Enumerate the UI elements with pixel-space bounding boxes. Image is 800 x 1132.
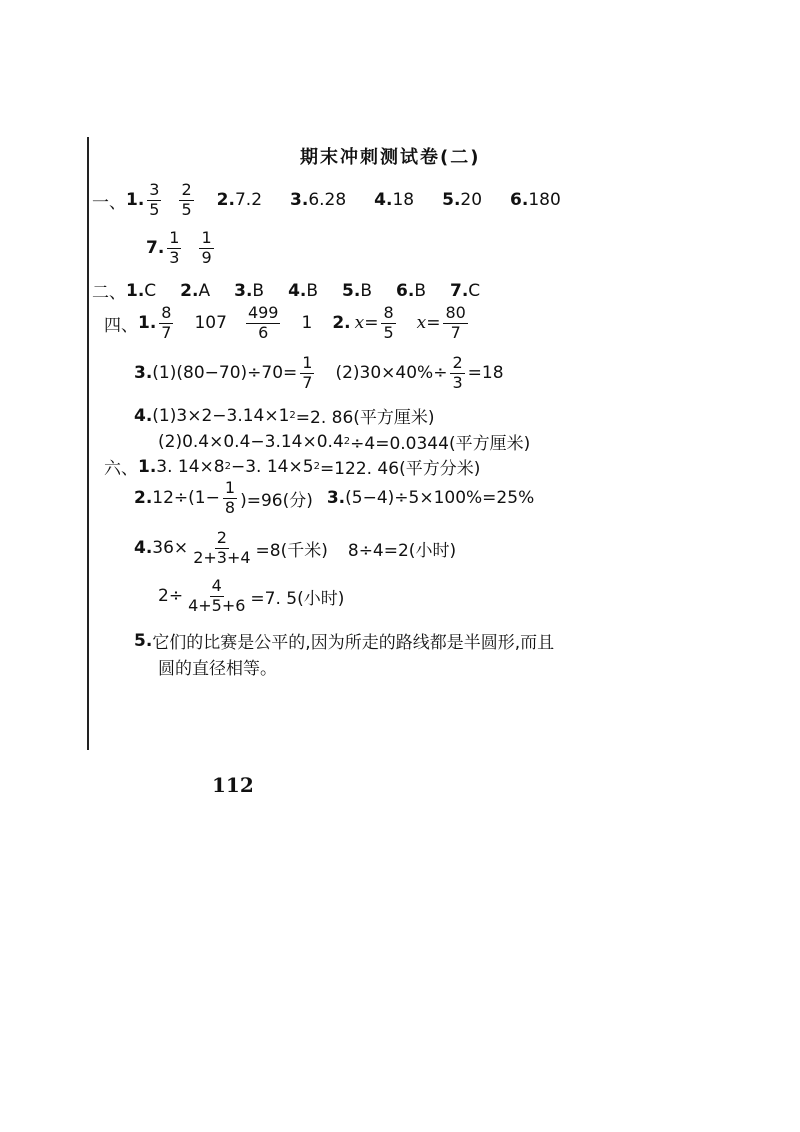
page-title: 期末冲刺测试卷(二): [300, 147, 481, 168]
q-number: 3.: [326, 488, 346, 509]
q-number: 6.: [396, 280, 415, 301]
sec6-q4-line1: [134, 530, 456, 567]
q-number: 5.: [442, 190, 461, 211]
expression: (1)(80−70)÷70=: [152, 363, 298, 384]
expression: =2. 86(平方厘米): [295, 408, 435, 428]
fraction: $\frac{4}{4+5+6}$: [188, 576, 246, 615]
expression: =7. 5(小时): [250, 588, 345, 609]
sec4-q4-line2: [158, 429, 530, 454]
expression: (2)0.4×0.4−3.14×0.4: [158, 431, 344, 452]
answer-text: 圆的直径相等。: [158, 659, 277, 679]
q-number: 6.: [510, 190, 529, 211]
answer-text: 它们的比赛是公平的,因为所走的路线都是半圆形,而且: [152, 633, 555, 653]
sec6-label: 六、: [104, 459, 138, 479]
answer: 18: [392, 190, 415, 211]
page-number: 112: [212, 773, 254, 797]
answer: 6.28: [308, 190, 347, 211]
q-number: 5.: [342, 280, 361, 301]
fraction: $\frac{8}{7}$: [161, 303, 172, 342]
sec1-label: 一、: [92, 192, 126, 213]
answer: B: [252, 280, 265, 301]
fraction: $\frac{8}{5}$: [383, 303, 394, 342]
q-number: 1.: [126, 280, 145, 301]
q-number: 7.: [449, 280, 469, 301]
fraction: $\frac{2}{5}$: [181, 180, 192, 219]
fraction: $\frac{1}{8}$: [224, 478, 236, 517]
q-number: 2.: [180, 280, 199, 301]
expression: ÷4=0.0344(平方厘米): [350, 434, 531, 454]
q-number: 4.: [134, 405, 153, 426]
fraction: $\frac{3}{5}$: [149, 180, 160, 219]
answer: 1: [301, 313, 313, 334]
q-number: 7.: [146, 238, 165, 259]
sec6-q4-line2: [158, 578, 344, 615]
answer: A: [198, 280, 211, 301]
answer: B: [306, 280, 319, 301]
sec1-row2: [146, 230, 217, 267]
expression: (2)30×40%÷: [335, 363, 448, 384]
fraction: $\frac{499}{6}$: [247, 303, 279, 342]
answer: 7.2: [234, 190, 263, 211]
answer: 107: [194, 313, 227, 334]
expression: =122. 46(平方分米): [319, 459, 481, 479]
q-number: 3.: [290, 190, 309, 211]
q-number: 2.: [216, 190, 235, 211]
answer: C: [144, 280, 157, 301]
exponent: 2: [313, 461, 320, 472]
q-number: 4.: [374, 190, 393, 211]
equals: =: [364, 313, 379, 334]
margin-rule: [87, 137, 89, 750]
expression: −3. 14×5: [231, 456, 314, 477]
answer: C: [468, 280, 481, 301]
sec4-row1: [104, 305, 471, 342]
q-number: 2.: [332, 313, 351, 334]
q-number: 4.: [134, 538, 153, 559]
sec4-q4-line1: [134, 403, 435, 428]
fraction: $\frac{2}{2+3+4}$: [193, 528, 251, 567]
q-number: 3.: [234, 280, 253, 301]
expression: 8÷4=2(小时): [347, 540, 457, 561]
sec6-q1: [104, 454, 480, 479]
expression: 36×: [152, 538, 189, 559]
sec6-q2-q3: [134, 480, 534, 517]
fraction: $\frac{1}{3}$: [169, 228, 180, 267]
expression: 2÷: [158, 586, 184, 607]
q-number: 1.: [126, 190, 145, 211]
sec4-label: 四、: [104, 315, 138, 336]
equals: =: [426, 313, 441, 334]
q-number: 5.: [134, 630, 153, 651]
expression: 12÷(1−: [152, 488, 220, 509]
exponent: 2: [343, 436, 351, 447]
answer: B: [414, 280, 426, 301]
fraction: $\frac{80}{7}$: [445, 303, 466, 342]
expression: =8(千米): [255, 540, 328, 561]
q-number: 4.: [288, 280, 307, 301]
fraction: $\frac{2}{3}$: [452, 353, 463, 392]
fraction: $\frac{1}{9}$: [201, 228, 212, 267]
expression: 3. 14×8: [156, 456, 225, 477]
sec2-row: [92, 278, 480, 303]
q-number: 1.: [138, 313, 157, 334]
expression: (5−4)÷5×100%=25%: [345, 488, 535, 509]
expression: =18: [467, 363, 504, 384]
fraction: $\frac{1}{7}$: [302, 353, 313, 392]
q-number: 2.: [134, 488, 153, 509]
variable: x: [354, 313, 365, 334]
answer: 180: [528, 190, 561, 211]
answer: 20: [460, 190, 483, 211]
exponent: 2: [289, 410, 296, 421]
sec2-label: 二、: [92, 283, 126, 303]
q-number: 3.: [134, 363, 153, 384]
sec1-row1: [92, 182, 561, 219]
answer: B: [360, 280, 373, 301]
expression: )=96(分): [240, 490, 313, 511]
variable: x: [416, 313, 427, 334]
q-number: 1.: [138, 456, 157, 477]
sec6-q5-line2: [158, 654, 277, 679]
sec4-q3: [134, 355, 504, 392]
expression: (1)3×2−3.14×1: [152, 405, 290, 426]
exponent: 2: [224, 461, 231, 472]
sec6-q5-line1: [134, 628, 554, 653]
